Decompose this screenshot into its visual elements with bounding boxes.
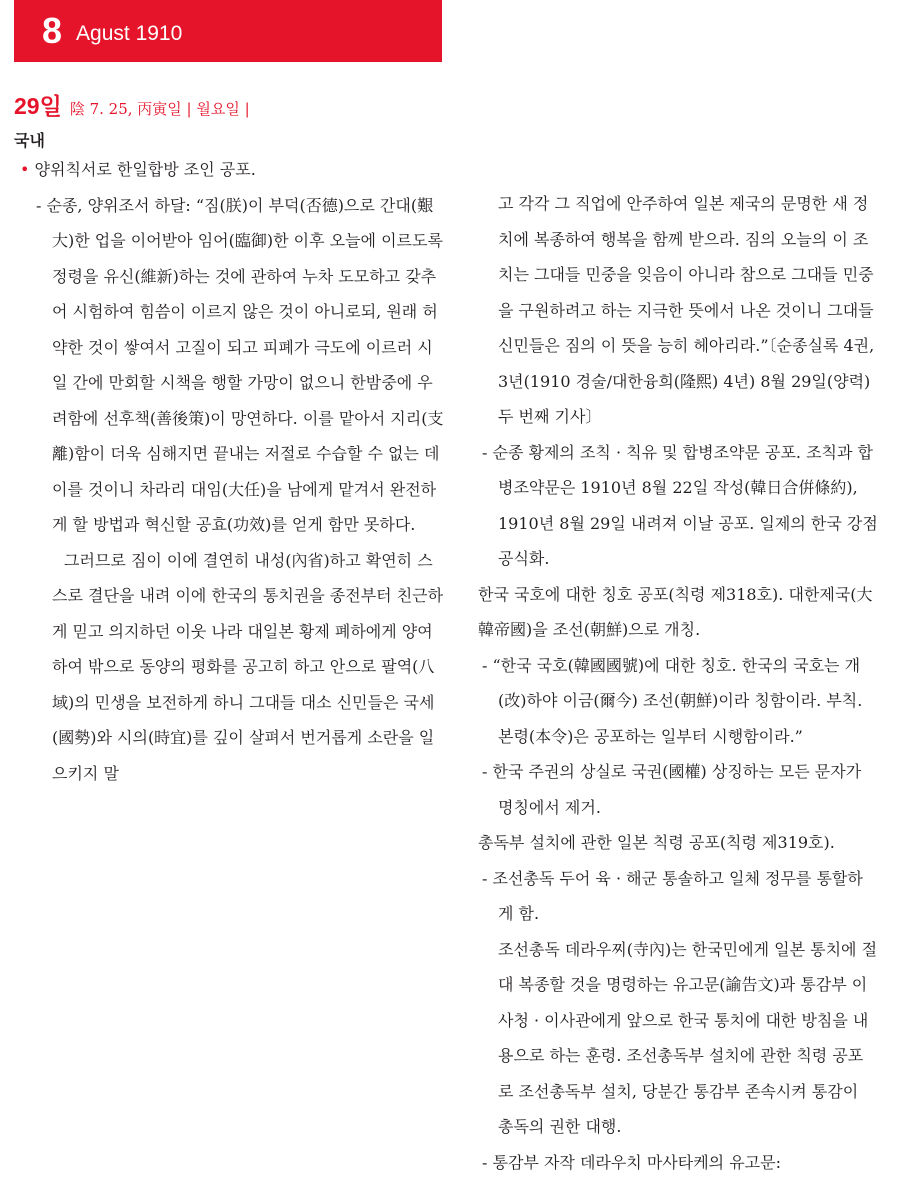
entry-heading: 한국 국호에 대한 칭호 공포(칙령 제318호). 대한제국(大韓帝國)을 조선(朝鮮)으로 개칭. bbox=[478, 584, 873, 639]
month-number: 8 bbox=[42, 10, 63, 51]
dash-item: - 순종 황제의 조칙 · 칙유 및 합병조약문 공포. 조칙과 합병조약문은 1910년 8월 22일 작성(韓日合倂條約), 1910년 8월 29일 내려져 이날 공포. 일제의 한국 강점 공식화. bbox=[482, 442, 878, 568]
paragraph: 그러므로 짐이 이에 결연히 내성(內省)하고 확연히 스스로 결단을 내려 이에 한국의 통치권을 종전부터 친근하게 믿고 의지하던 이웃 나라 대일본 황제 폐하에게 양여하여 밖으로 동양의 평화를 공고히 하고 안으로 팔역(八域)의 민생을 보전하게 하니 그대들 대소 신민들은 국세(國勢)와 시의(時宜)를 깊이 살펴서 번거롭게 소란을 일으키지 말 bbox=[52, 550, 444, 783]
lunar-date: 陰 7. 25, 丙寅일 | 월요일 | bbox=[69, 100, 250, 118]
section-title: 국내 bbox=[14, 133, 45, 150]
dash-item: - 조선총독 두어 육 · 해군 통솔하고 일체 정무를 통할하게 함. bbox=[482, 868, 863, 923]
date-line bbox=[14, 88, 250, 121]
day-number: 29일 bbox=[14, 93, 62, 119]
entry-heading: 총독부 설치에 관한 일본 칙령 공포(칙령 제319호). bbox=[478, 833, 835, 852]
dash-item: - “한국 국호(韓國國號)에 대한 칭호. 한국의 국호는 개(改)하야 이금(爾今) 조선(朝鮮)이라 칭함이라. 부칙. 본령(本令)은 공포하는 일부터 시행함이라.” bbox=[482, 655, 863, 746]
bullet-text: 양위칙서로 한일합방 조인 공포. bbox=[34, 160, 256, 179]
left-column bbox=[14, 152, 444, 791]
dash-item: - 순종, 양위조서 하달: “짐(朕)이 부덕(否德)으로 간대(艱大)한 업을 이어받아 임어(臨御)한 이후 오늘에 이르도록 정령을 유신(維新)하는 것에 관하여 누차 도모하고 갖추어 시험하여 힘씀이 이르지 않은 것이 아니로되, 원래 허약한 것이 쌓여서 고질이 되고 피폐가 극도에 이르러 시일 간에 만회할 시책을 행할 가망이 없으니 한밤중에 우려함에 선후책(善後策)이 망연하다. 이를 맡아서 지리(支離)함이 더욱 심해지면 끝내는 저절로 수습할 수 없는 데 이를 것이니 차라리 대임(大任)을 남에게 맡겨서 완전하게 할 방법과 혁신할 공효(功效)를 얻게 함만 못하다. bbox=[36, 195, 444, 534]
month-label: Agust 1910 bbox=[76, 22, 183, 45]
bullet-dot-icon: • bbox=[20, 160, 35, 179]
dash-item: - 통감부 자작 데라우치 마사타케의 유고문: bbox=[482, 1152, 781, 1172]
paragraph: 조선총독 데라우찌(寺內)는 한국민에게 일본 통치에 절대 복종할 것을 명령하는 유고문(諭告文)과 통감부 이사청 · 이사관에게 앞으로 한국 통치에 대한 방침을 내용으로 하는 훈령. 조선총독부 설치에 관한 칙령 공포로 조선총독부 설치, 당분간 통감부 존속시켜 통감이 총독의 권한 대행. bbox=[498, 939, 878, 1136]
paragraph-continued: 고 각각 그 직업에 안주하여 일본 제국의 문명한 새 정치에 복종하여 행복을 함께 받으라. 짐의 오늘의 이 조치는 그대들 민중을 잊음이 아니라 참으로 그대들 민중을 구원하려고 하는 지극한 뜻에서 나온 것이니 그대들 신민들은 짐의 이 뜻을 능히 헤아리라.”〔순종실록 4권, 3년(1910 경술/대한융희(隆熙) 4년) 8월 29일(양력) 두 번째 기사〕 bbox=[498, 194, 875, 426]
month-banner bbox=[14, 0, 442, 62]
bullet-item bbox=[14, 152, 444, 188]
dash-item: - 한국 주권의 상실로 국권(國權) 상징하는 모든 문자가 명칭에서 제거. bbox=[482, 762, 862, 817]
right-column bbox=[478, 186, 878, 1180]
